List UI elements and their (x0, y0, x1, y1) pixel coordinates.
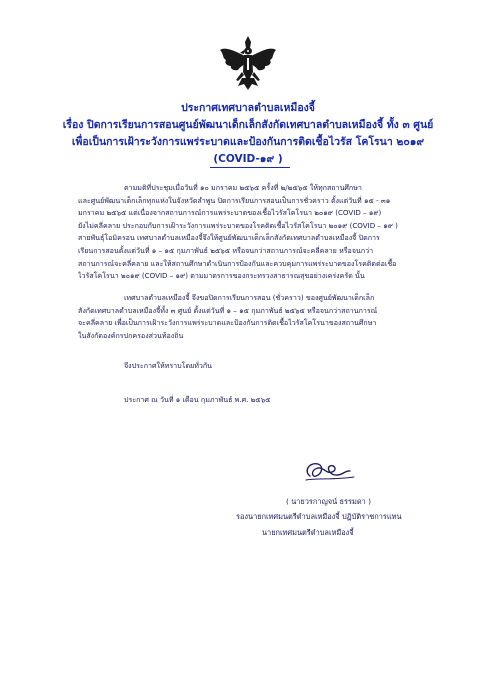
signatory-title-1: รองนายกเทศมนตรีตำบลเหมืองจี้ ปฏิบัติราชการแทน (236, 512, 402, 521)
body-line: ในสังกัดองค์กรปกครองส่วนท้องถิ่น (78, 330, 184, 340)
document-heading (40, 100, 456, 168)
announcement-date (78, 394, 426, 407)
heading-subject: เรื่อง ปิดการเรียนการสอนศูนย์พัฒนาเด็กเล็กสังกัดเทศบาลตำบลเหมืองจี้ ทั้ง ๓ ศูนย์ (62, 119, 434, 131)
body-line: เรียนการสอนตั้งแต่วันที่ ๑ – ๑๕ กุมภาพันธ์ ๒๕๖๕ หรือจนกว่าสถานการณ์จะคลี่คลาย หรือจนกว่า (78, 245, 374, 255)
body-line: ตามมติที่ประชุมเมื่อวันที่ ๑๐ มกราคม ๒๕๖๕ ครั้งที่ ๒/๒๕๖๕ ให้ทุกสถานศึกษา (124, 183, 362, 192)
heading-purpose: เพื่อเป็นการเฝ้าระวังการแพร่ระบาดและป้องกันการติดเชื้อไวรัส โคโรนา ๒๐๑๙ (71, 136, 425, 148)
date-line: ประกาศ ณ วันที่ ๑ เดือน กุมภาพันธ์ พ.ศ. ๒๕๖๕ (124, 395, 271, 404)
body-line: สังกัดเทศบาลตำบลเหมืองจี้ทั้ง ๓ ศูนย์ ตั้งแต่วันที่ ๑ – ๑๕ กุมภาพันธ์ ๒๕๖๕ หรือจนกว่าสถานการณ์ (78, 305, 378, 315)
body-line: ไวรัสโคโรนา ๒๐๑๙ (COVID – ๑๙) ตามมาตรการของกระทรวงสาธารณสุขอย่างเคร่งครัด นั้น (78, 271, 365, 281)
heading-covid: (COVID-๑๙ ) (213, 153, 283, 165)
body-line: จะคลี่คลาย เพื่อเป็นการเฝ้าระวังการแพร่ระบาดและป้องกันการติดเชื้อไวรัสโคโรนาของสถานศึกษา (78, 318, 377, 328)
signatory-name: ( นายวรกาญจน์ ธรรมดา ) (286, 497, 372, 506)
body-line: ยังไม่คลี่คลาย ประกอบกับการเฝ้าระวังการแพร่ระบาดของโรคติดเชื้อไวรัสโคโรนา ๒๐๑๙ (COVID – ๑๙ ) (78, 220, 398, 230)
signatory-title-2: นายกเทศมนตรีตำบลเหมืองจี้ (262, 528, 354, 537)
paragraph-2 (78, 292, 426, 342)
body-line: จึงประกาศให้ทราบโดยทั่วกัน (124, 361, 213, 370)
garuda-emblem-icon (218, 34, 278, 94)
body-line: และศูนย์พัฒนาเด็กเล็กทุกแห่งในจังหวัดลำพูน ปิดการเรียนการสอนเป็นการชั่วคราว ตั้งแต่วันที่ ๑๕ - ๓๑ (78, 195, 391, 205)
body-line: เทศบาลตำบลเหมืองจี้ จึงขอปิดการเรียนการสอน (ชั่วคราว) ของศูนย์พัฒนาเด็กเล็ก (124, 293, 375, 302)
paragraph-1 (78, 182, 426, 283)
paragraph-3 (78, 360, 426, 373)
heading-title: ประกาศเทศบาลตำบลเหมืองจี้ (181, 102, 315, 114)
heading-divider (210, 167, 290, 168)
signature-mark-icon (300, 458, 360, 486)
body-line: สายพันธุ์โอมิครอน เทศบาลตำบลเหมืองจี้จึงให้ศูนย์พัฒนาเด็กเล็กสังกัดเทศบาลตำบลเหมืองจี้ ปิดการ (78, 233, 380, 243)
body-line: สถานการณ์จะคลี่คลาย และให้สถานศึกษาดำเนินการป้องกันและควบคุมการแพร่ระบาดของโรคติดต่อเชื้อ (78, 258, 397, 268)
body-line: มกราคม ๒๕๖๕ แต่เนื่องจากสถานการณ์การแพร่ระบาดของเชื้อไวรัสโคโรนา ๒๐๑๙ (COVID – ๑๙) (78, 208, 382, 218)
